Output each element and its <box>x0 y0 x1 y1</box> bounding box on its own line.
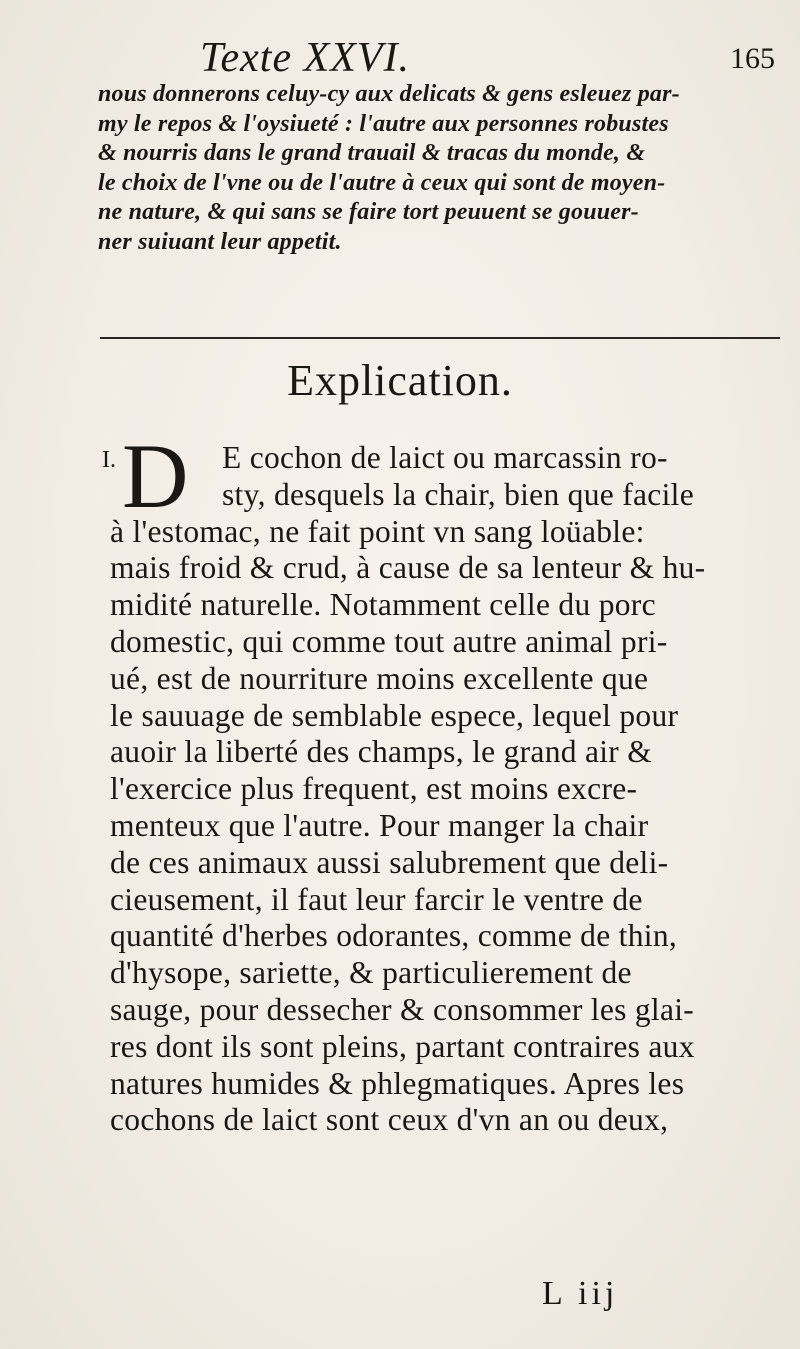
signature-mark: L iij <box>542 1275 619 1312</box>
text-line: natures humides & phlegmatiques. Apres les <box>110 1065 685 1101</box>
page-number: 165 <box>730 42 775 75</box>
text-line: ner suiuant leur appetit. <box>98 228 342 255</box>
text-line: midité naturelle. Notamment celle du porc <box>110 587 656 623</box>
text-line: sauge, pour dessecher & consommer les glai- <box>110 991 695 1027</box>
text-line: cochons de laict sont ceux d'vn an ou deux, <box>110 1102 669 1138</box>
continuation-paragraph <box>98 80 788 257</box>
text-line: mais froid & crud, à cause de sa lenteur & hu- <box>110 550 706 586</box>
text-line: nous donnerons celuy-cy aux delicats & gens esleuez par- <box>98 81 680 107</box>
explication-paragraph <box>102 425 790 1139</box>
text-line: ne nature, & qui sans se faire tort peuuent se gouuer- <box>98 199 639 225</box>
text-line: res dont ils sont pleins, partant contraires aux <box>110 1028 695 1064</box>
text-line: domestic, qui comme tout autre animal pri- <box>110 623 668 659</box>
text-line: le choix de l'vne ou de l'autre à ceux qui sont de moyen- <box>98 169 666 196</box>
text-line: & nourris dans le grand trauail & tracas du monde, & <box>98 140 646 166</box>
note-number: I. <box>102 447 116 473</box>
text-line: auoir la liberté des champs, le grand air & <box>110 734 653 770</box>
drop-cap: D <box>122 425 189 527</box>
text-line: d'hysope, sariette, & particulierement de <box>110 955 632 991</box>
section-divider <box>100 337 780 339</box>
text-line: ué, est de nourriture moins excellente que <box>110 660 649 696</box>
running-title: Texte XXVI. <box>200 35 411 81</box>
text-line: l'exercice plus frequent, est moins excre- <box>110 771 638 807</box>
text-line: de ces animaux aussi salubrement que deli- <box>110 844 669 880</box>
text-line: à l'estomac, ne fait point vn sang loüable: <box>110 513 645 549</box>
text-line: cieusement, il faut leur farcir le ventre de <box>110 881 643 917</box>
text-line: menteux que l'autre. Pour manger la chair <box>110 807 649 843</box>
text-line: E cochon de laict ou marcassin ro- <box>222 440 668 475</box>
section-title: Explication. <box>287 356 513 405</box>
text-line: my le repos & l'oysiueté : l'autre aux personnes robustes <box>98 110 669 137</box>
text-line: sty, desquels la chair, bien que facile <box>222 476 694 512</box>
text-line: le sauuage de semblable espece, lequel pour <box>110 697 679 733</box>
running-head <box>0 30 800 80</box>
text-line: quantité d'herbes odorantes, comme de thin, <box>110 918 678 954</box>
